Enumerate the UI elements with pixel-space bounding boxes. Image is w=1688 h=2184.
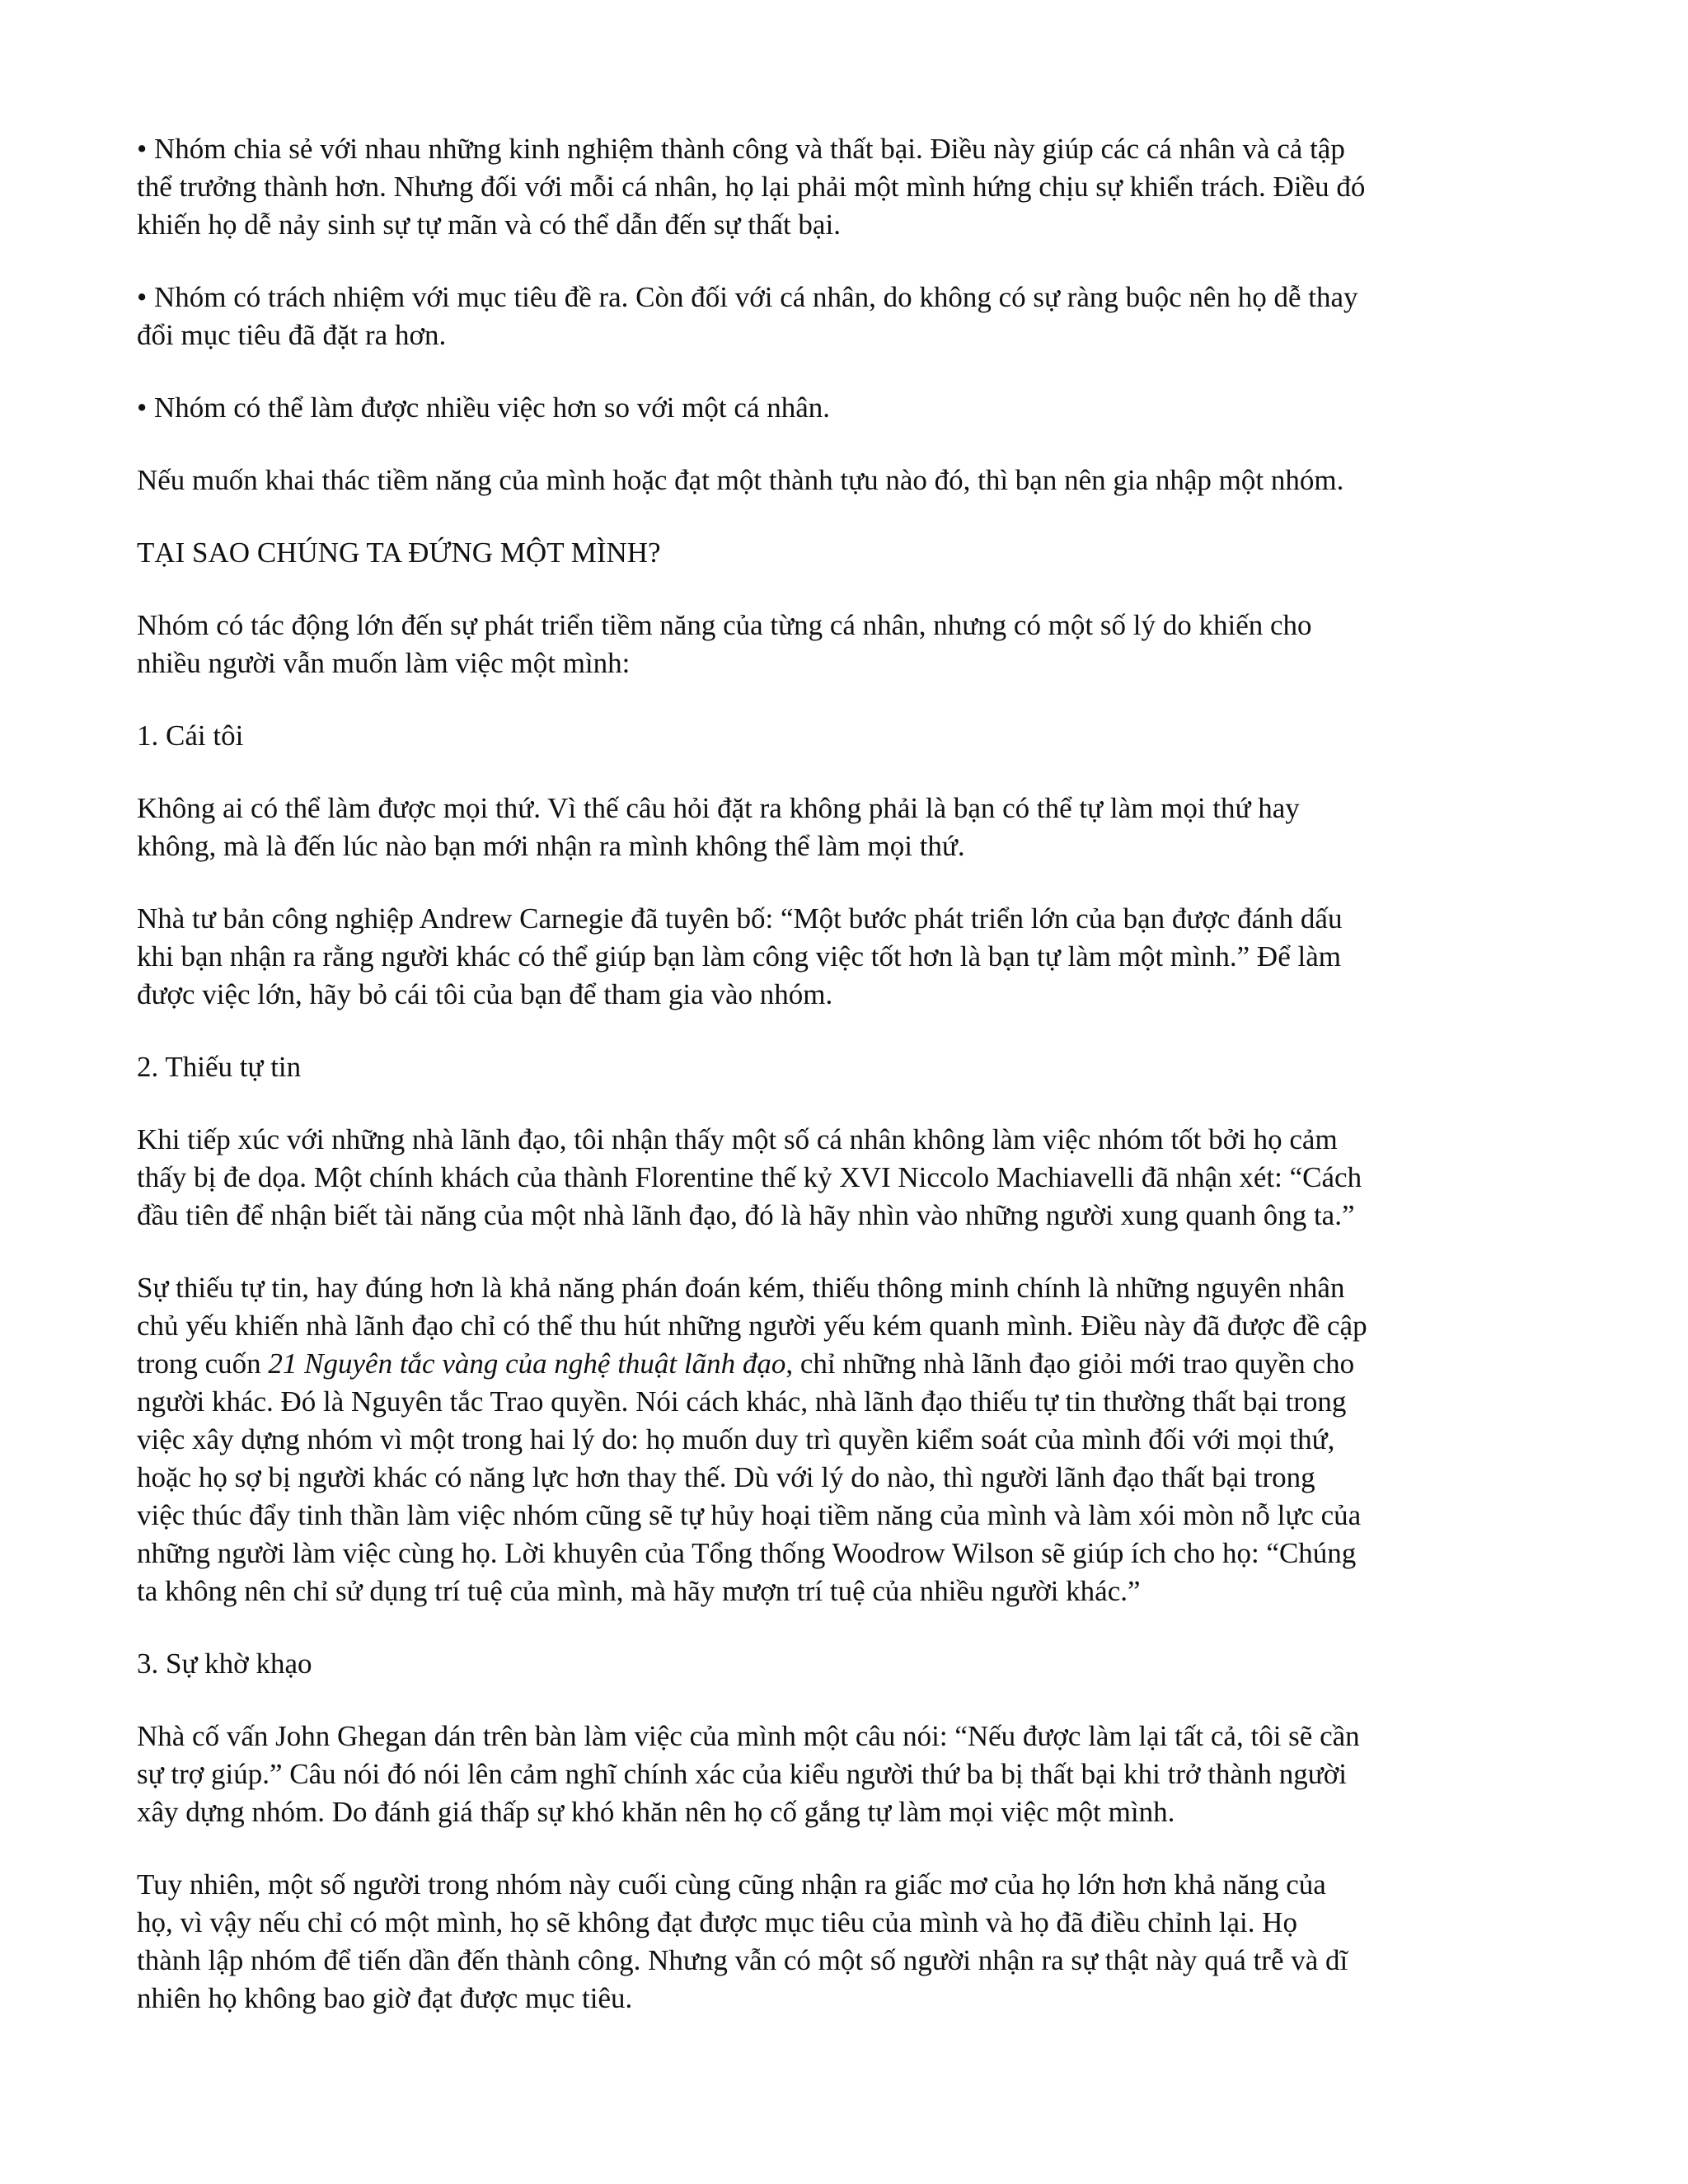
text-segment: trong cuốn [137,1347,269,1380]
text-line: không, mà là đến lúc nào bạn mới nhận ra mình không thể làm mọi thứ. [137,830,965,862]
text-line: Nhà cố vấn John Ghegan dán trên bàn làm việc của mình một câu nói: “Nếu được làm lại tất cả, tôi sẽ cần [137,1720,1360,1752]
text-line: được việc lớn, hãy bỏ cái tôi của bạn để tham gia vào nhóm. [137,978,833,1010]
text-line: • Nhóm có trách nhiệm với mục tiêu đề ra. Còn đối với cá nhân, do không có sự ràng buộc nên họ dễ thay [137,281,1358,313]
text-segment: , chỉ những nhà lãnh đạo giỏi mới trao quyền cho [785,1347,1355,1380]
subheading-text: 2. Thiếu tự tin [137,1051,302,1083]
book-title: 21 Nguyên tắc vàng của nghệ thuật lãnh đạo [268,1347,786,1380]
text-line: xây dựng nhóm. Do đánh giá thấp sự khó khăn nên họ cố gắng tự làm mọi việc một mình. [137,1796,1175,1828]
text-line: Khi tiếp xúc với những nhà lãnh đạo, tôi nhận thấy một số cá nhân không làm việc nhóm tốt bởi họ cảm [137,1123,1338,1155]
paragraph-join-group [137,462,1556,499]
bullet-paragraph-more-work [137,389,1556,427]
text-line: họ, vì vậy nếu chỉ có một mình, họ sẽ không đạt được mục tiêu của mình và họ đã điều chỉnh lại. Họ [137,1906,1298,1938]
text-line: khiến họ dễ nảy sinh sự tự mãn và có thể dẫn đến sự thất bại. [137,209,841,241]
text-line: Nếu muốn khai thác tiềm năng của mình hoặc đạt một thành tựu nào đó, thì bạn nên gia nhập một nhóm. [137,464,1344,496]
text-line: thành lập nhóm để tiến dần đến thành công. Nhưng vẫn có một số người nhận ra sự thật này quá trễ và dĩ [137,1944,1348,1976]
document-page [137,130,1556,2018]
text-line: việc xây dựng nhóm vì một trong hai lý do: họ muốn duy trì quyền kiểm soát của mình đối với mọi thứ, [137,1423,1335,1455]
paragraph-intro-reasons [137,607,1556,682]
heading-text: TẠI SAO CHÚNG TA ĐỨNG MỘT MÌNH? [137,537,661,569]
text-line: ta không nên chỉ sử dụng trí tuệ của mình, mà hãy mượn trí tuệ của nhiều người khác.” [137,1575,1141,1607]
paragraph-machiavelli-quote [137,1121,1556,1235]
text-line: Nhóm có tác động lớn đến sự phát triển tiềm năng của từng cá nhân, nhưng có một số lý do khiến cho [137,609,1312,641]
text-line: những người làm việc cùng họ. Lời khuyên của Tổng thống Woodrow Wilson sẽ giúp ích cho họ: “Chúng [137,1537,1357,1569]
text-line: • Nhóm có thể làm được nhiều việc hơn so với một cá nhân. [137,391,831,424]
paragraph-carnegie-quote [137,900,1556,1014]
text-line: hoặc họ sợ bị người khác có năng lực hơn thay thế. Dù với lý do nào, thì người lãnh đạo thất bại trong [137,1461,1315,1493]
subheading-naivety [137,1645,1556,1683]
bullet-paragraph-shared-experience [137,130,1556,244]
subheading-text: 3. Sự khờ khạo [137,1647,312,1680]
text-line: chủ yếu khiến nhà lãnh đạo chỉ có thể thu hút những người yếu kém quanh mình. Điều này đã được đề cập [137,1310,1367,1342]
paragraph-empowerment [137,1269,1556,1610]
text-line-with-book-title [137,1345,1556,1383]
subheading-text: 1. Cái tôi [137,719,244,752]
text-line: việc thúc đẩy tinh thần làm việc nhóm cũng sẽ tự hủy hoại tiềm năng của mình và làm xói mòn nỗ lực của [137,1499,1362,1531]
text-line: Nhà tư bản công nghiệp Andrew Carnegie đã tuyên bố: “Một bước phát triển lớn của bạn được đánh dấu [137,902,1343,935]
text-line: nhiều người vẫn muốn làm việc một mình: [137,647,631,679]
text-line: Sự thiếu tự tin, hay đúng hơn là khả năng phán đoán kém, thiếu thông minh chính là những nguyên nhân [137,1272,1345,1304]
bullet-paragraph-responsibility [137,279,1556,354]
text-line: Không ai có thể làm được mọi thứ. Vì thế câu hỏi đặt ra không phải là bạn có thể tự làm mọi thứ hay [137,792,1300,824]
text-line: thể trưởng thành hơn. Nhưng đối với mỗi cá nhân, họ lại phải một mình hứng chịu sự khiển trách. Điều đó [137,171,1366,203]
text-line: đầu tiên để nhận biết tài năng của một nhà lãnh đạo, đó là hãy nhìn vào những người xung quanh ông ta.” [137,1199,1355,1231]
paragraph-ghegan-quote [137,1718,1556,1831]
text-line: thấy bị đe dọa. Một chính khách của thành Florentine thế kỷ XVI Niccolo Machiavelli đã nhận xét: “Cách [137,1161,1362,1193]
text-line: Tuy nhiên, một số người trong nhóm này cuối cùng cũng nhận ra giấc mơ của họ lớn hơn khả năng của [137,1868,1326,1900]
subheading-ego [137,717,1556,755]
paragraph-nobody-does-everything [137,790,1556,865]
text-line: khi bạn nhận ra rằng người khác có thể giúp bạn làm công việc tốt hơn là bạn tự làm một mình.” Để làm [137,940,1341,972]
text-line: nhiên họ không bao giờ đạt được mục tiêu. [137,1982,633,2014]
text-line: • Nhóm chia sẻ với nhau những kinh nghiệm thành công và thất bại. Điều này giúp các cá nhân và cả tập [137,133,1345,165]
section-heading [137,534,1556,572]
text-line: đổi mục tiêu đã đặt ra hơn. [137,319,447,351]
paragraph-realization [137,1866,1556,2018]
subheading-lack-of-confidence [137,1048,1556,1086]
text-line: người khác. Đó là Nguyên tắc Trao quyền. Nói cách khác, nhà lãnh đạo thiếu tự tin thường thất bại trong [137,1385,1347,1418]
text-line: sự trợ giúp.” Câu nói đó nói lên cảm nghĩ chính xác của kiểu người thứ ba bị thất bại khi trở thành người [137,1758,1347,1790]
